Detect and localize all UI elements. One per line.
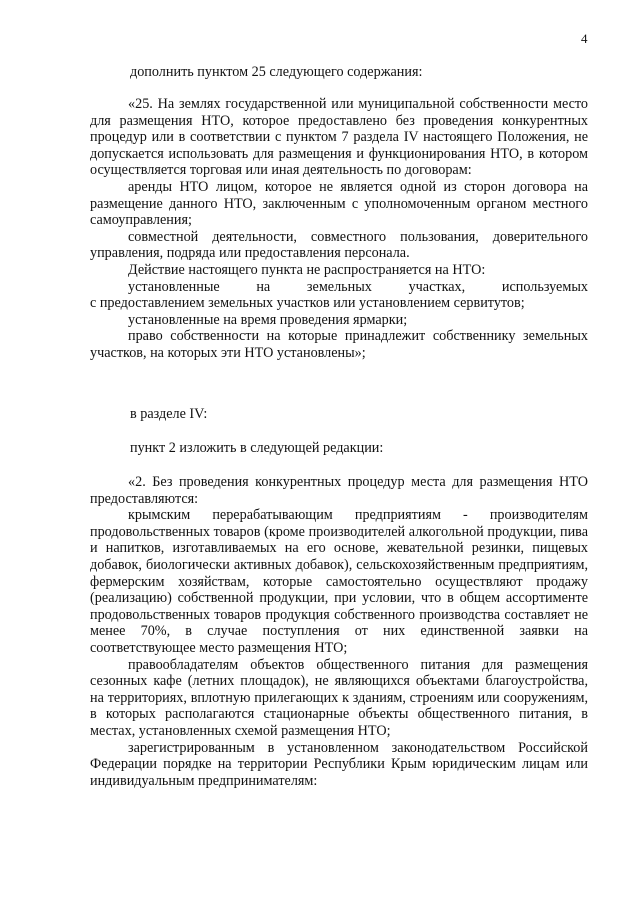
producers-clause: крымским перерабатывающим предприятиям - производителям продовольственных товаров (кроме производителей алкогольной продукции, пива и напитков, изготавливаемых на его основе, жевательной резинки, пищевых добавок, биологически активных добавок), сельскохозяйственным предприятиям, фермерским хозяйствам, которые самостоятельно осуществляют продажу (реализацию) собственной продукции, при условии, что в общем ассортименте продовольственных товаров продукция собственного производства составляет не менее 70%, в случае поступления от них единственной заявки на соответствующее место размещения НТО; (90, 507, 588, 656)
exception-land-word: на (256, 278, 271, 295)
point-25-text: «25. На землях государственной или муниципальной собственности место для размещения НТО, которое предоставлено без проведения конкурентных процедур или в соответствии с пунктом 7 раздела IV настоящего Положения, не допускается использовать для размещения и функционирования НТО, в котором осуществляется торговая или иная деятельность по договорам: (90, 96, 588, 179)
registered-entities-clause: зарегистрированным в установленном законодательством Российской Федерации порядке на территории Республики Крым юридическим лицам или индивидуальным предпринимателям: (90, 739, 588, 789)
exception-land-word: используемых (501, 278, 588, 295)
lease-clause: аренды НТО лицом, которое не является одной из сторон договора на размещение данного НТО, заключенным с уполномоченным органом местного самоуправления; (90, 178, 588, 229)
exception-land-word: установленные (128, 278, 220, 295)
exception-land-word: участках, (408, 278, 466, 295)
exception-intro: Действие настоящего пункта не распространяется на НТО: (128, 261, 486, 278)
section-iv-heading: в разделе IV: (130, 406, 208, 422)
exception-land-line (90, 279, 588, 296)
exception-land-tail: с предоставлением земельных участков или установлением сервитутов; (90, 295, 525, 312)
point-2-section (90, 474, 588, 789)
point-2-intro: пункт 2 изложить в следующей редакции: (130, 440, 384, 456)
catering-clause: правообладателям объектов общественного питания для размещения сезонных кафе (летних площадок), не являющихся объектами благоустройства, на территориях, вплотную прилегающих к зданиям, строениям или сооружениям, в которых располагаются стационарные объекты общественного питания, в местах, установленных схемой размещения НТО; (90, 656, 588, 739)
amendment-intro: дополнить пунктом 25 следующего содержания: (130, 64, 423, 80)
exception-owner: право собственности на которые принадлежит собственнику земельных участков, на которых эти НТО установлены»; (90, 328, 588, 361)
exception-fair: установленные на время проведения ярмарки; (128, 311, 408, 328)
joint-activity-clause: совместной деятельности, совместного пользования, доверительного управления, подряда или предоставления персонала. (90, 228, 588, 262)
point-25-section (90, 96, 588, 362)
page-number: 4 (581, 31, 588, 46)
exception-land-word: земельных (306, 278, 372, 295)
point-2-text: «2. Без проведения конкурентных процедур места для размещения НТО предоставляются: (90, 474, 588, 507)
